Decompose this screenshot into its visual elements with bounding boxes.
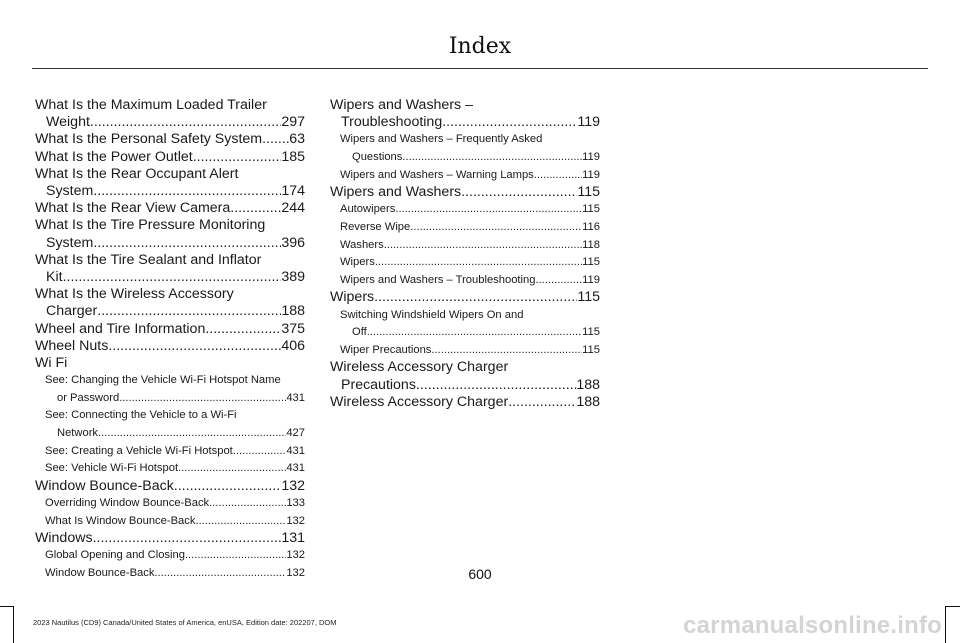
dot-leader xyxy=(410,219,582,237)
index-entry xyxy=(35,97,305,131)
index-entry xyxy=(35,321,305,338)
entry-label: Network xyxy=(57,427,99,440)
edition-footer: 2023 Nautilus (CD9) Canada/United States of America, enUSA, Edition date: 202207, DOM xyxy=(33,618,337,627)
entry-label: Wipers and Washers xyxy=(330,184,462,201)
index-entry xyxy=(35,131,305,148)
entry-leader-line xyxy=(35,321,305,338)
entry-page-number: 188 xyxy=(576,393,600,410)
dot-leader xyxy=(185,547,286,565)
entry-leader-line xyxy=(330,377,600,394)
dot-leader xyxy=(230,200,281,217)
entry-leader-line xyxy=(330,394,600,411)
dot-leader xyxy=(535,272,582,290)
dot-leader xyxy=(93,530,282,547)
entry-label: Charger xyxy=(46,303,98,320)
index-subentry xyxy=(330,131,600,166)
entry-label: What Is the Power Outlet xyxy=(35,148,193,165)
entry-leader-line xyxy=(330,184,600,201)
entry-leader-line xyxy=(35,149,305,166)
index-entry xyxy=(330,394,600,411)
entry-leader-line xyxy=(45,443,305,461)
entry-leader-line xyxy=(35,530,305,547)
entry-label: Wipers xyxy=(330,289,375,306)
entry-text: What Is the Tire Sealant and Inflator xyxy=(35,251,262,268)
page-title: Index xyxy=(448,34,512,59)
dot-leader xyxy=(395,201,582,219)
entry-label: System xyxy=(46,183,94,200)
entry-page-number: 63 xyxy=(289,131,305,148)
entry-leader-line xyxy=(35,183,305,200)
dot-leader xyxy=(431,342,582,360)
entry-page-number: 131 xyxy=(281,530,305,547)
entry-page-number: 132 xyxy=(286,549,305,562)
entry-page-number: 396 xyxy=(281,234,305,251)
entry-page-number: 115 xyxy=(577,289,600,306)
index-subentry xyxy=(35,495,305,513)
index-subentry xyxy=(330,307,600,342)
dot-leader xyxy=(534,167,582,185)
index-entry xyxy=(35,478,305,495)
entry-label: See: Creating a Vehicle Wi-Fi Hotspot xyxy=(45,444,233,457)
entry-text: What Is the Tire Pressure Monitoring xyxy=(35,217,266,234)
index-entry xyxy=(35,252,305,286)
entry-page-number: 115 xyxy=(582,256,600,269)
dot-leader xyxy=(63,269,282,286)
entry-page-number: 174 xyxy=(281,183,305,200)
index-entry xyxy=(35,530,305,547)
entry-page-number: 427 xyxy=(286,427,305,440)
entry-page-number: 115 xyxy=(582,326,600,339)
dot-leader xyxy=(233,443,287,461)
entry-text: See: Connecting the Vehicle to a Wi-Fi xyxy=(45,409,237,422)
entry-label: What Is the Rear View Camera xyxy=(35,200,231,217)
entry-page-number: 188 xyxy=(576,376,600,393)
entry-leader-line xyxy=(340,324,600,342)
entry-label: or Password xyxy=(57,391,120,404)
entry-label: Window Bounce-Back xyxy=(35,477,174,494)
dot-leader xyxy=(416,377,576,394)
entry-label: Overriding Window Bounce-Back xyxy=(45,497,210,510)
index-subentry xyxy=(35,372,305,407)
entry-leader-line xyxy=(340,237,600,255)
entry-page-number: 244 xyxy=(281,200,305,217)
index-entry xyxy=(35,217,305,251)
dot-leader xyxy=(375,254,582,272)
entry-leader-line xyxy=(45,547,305,565)
index-subentry xyxy=(330,254,600,272)
entry-page-number: 389 xyxy=(281,269,305,286)
dot-leader xyxy=(402,149,582,167)
dot-leader xyxy=(119,390,286,408)
entry-label: See: Vehicle Wi-Fi Hotspot xyxy=(45,462,179,475)
entry-page-number: 297 xyxy=(281,114,305,131)
entry-text: Wipers and Washers – xyxy=(330,97,473,113)
index-subentry xyxy=(35,460,305,478)
entry-page-number: 119 xyxy=(582,151,600,163)
dot-leader xyxy=(93,235,281,252)
entry-label: Global Opening and Closing xyxy=(45,549,185,562)
dot-leader xyxy=(195,513,286,531)
index-subentry xyxy=(330,167,600,185)
entry-page-number: 188 xyxy=(281,303,305,320)
index-subentry xyxy=(35,547,305,565)
entry-label: What Is the Personal Safety System xyxy=(35,131,263,148)
entry-text: Switching Windshield Wipers On and xyxy=(340,308,524,321)
entry-page-number: 119 xyxy=(582,273,600,286)
entry-label: Wipers and Washers – Warning Lamps xyxy=(340,168,534,181)
entry-leader-line xyxy=(340,149,600,167)
entry-leader-line xyxy=(45,460,305,478)
entry-leader-line xyxy=(340,342,600,360)
dot-leader xyxy=(193,149,282,166)
entry-label: Wheel and Tire Information xyxy=(35,320,206,337)
dot-leader xyxy=(384,237,582,255)
dot-leader xyxy=(108,338,281,355)
entry-label: Wiper Precautions xyxy=(340,343,432,356)
entry-leader-line xyxy=(35,478,305,495)
entry-leader-line xyxy=(35,114,305,131)
dot-leader xyxy=(178,460,286,478)
index-entry xyxy=(35,355,305,372)
entry-leader-line xyxy=(35,269,305,286)
entry-label: System xyxy=(46,234,94,251)
index-column-right xyxy=(330,97,600,411)
dot-leader xyxy=(442,114,577,131)
index-entry xyxy=(35,200,305,217)
entry-leader-line xyxy=(330,114,600,131)
entry-leader-line xyxy=(340,219,600,237)
entry-label: Wheel Nuts xyxy=(35,337,109,354)
entry-page-number: 431 xyxy=(286,444,305,457)
entry-page-number: 406 xyxy=(281,337,305,354)
index-subentry xyxy=(35,513,305,531)
entry-leader-line xyxy=(340,167,600,185)
dot-leader xyxy=(174,478,282,495)
entry-page-number: 115 xyxy=(577,184,600,201)
entry-label: Windows xyxy=(35,530,93,547)
header-rule xyxy=(32,68,928,69)
index-subentry xyxy=(330,219,600,237)
entry-page-number: 133 xyxy=(286,497,305,510)
entry-leader-line xyxy=(340,254,600,272)
entry-page-number: 132 xyxy=(281,477,305,494)
entry-text: Wi Fi xyxy=(35,355,68,372)
index-entry xyxy=(35,286,305,320)
entry-leader-line xyxy=(45,425,305,443)
dot-leader xyxy=(98,425,286,443)
entry-leader-line xyxy=(45,390,305,408)
entry-page-number: 119 xyxy=(582,168,600,181)
entry-leader-line xyxy=(45,495,305,513)
dot-leader xyxy=(508,394,576,411)
crop-mark-right xyxy=(945,606,946,643)
entry-page-number: 431 xyxy=(286,462,305,475)
entry-leader-line xyxy=(35,235,305,252)
dot-leader xyxy=(262,131,289,148)
entry-label: Precautions xyxy=(341,376,416,393)
entry-leader-line xyxy=(35,338,305,355)
dot-leader xyxy=(205,321,281,338)
entry-page-number: 132 xyxy=(286,514,305,527)
entry-text: What Is the Maximum Loaded Trailer xyxy=(35,97,267,113)
entry-label: Questions xyxy=(352,151,403,163)
entry-page-number: 118 xyxy=(582,238,600,251)
dot-leader xyxy=(461,184,577,201)
index-entry xyxy=(35,338,305,355)
dot-leader xyxy=(367,324,582,342)
index-entry xyxy=(35,149,305,166)
entry-leader-line xyxy=(35,200,305,217)
crop-mark-left xyxy=(13,606,14,643)
index-entry xyxy=(35,166,305,200)
index-subentry xyxy=(35,407,305,442)
entry-leader-line xyxy=(330,289,600,306)
index-subentry xyxy=(35,443,305,461)
dot-leader xyxy=(374,289,577,306)
entry-leader-line xyxy=(35,131,305,148)
entry-text: What Is the Rear Occupant Alert xyxy=(35,165,239,182)
entry-page-number: 185 xyxy=(281,148,305,165)
index-entry xyxy=(330,289,600,306)
entry-label: Reverse Wipe xyxy=(340,220,411,233)
entry-page-number: 119 xyxy=(577,114,600,131)
watermark: carmanualsonline.info xyxy=(683,612,942,639)
entry-label: Weight xyxy=(46,114,90,131)
entry-leader-line xyxy=(340,272,600,290)
entry-label: Wireless Accessory Charger xyxy=(330,393,509,410)
crop-mark-bottom-right xyxy=(945,606,960,607)
index-subentry xyxy=(330,237,600,255)
entry-page-number: 116 xyxy=(582,220,600,233)
entry-label: Wipers xyxy=(340,256,375,269)
entry-text: Wipers and Washers – Frequently Asked xyxy=(340,133,543,146)
entry-label: Kit xyxy=(46,269,63,286)
dot-leader xyxy=(97,303,281,320)
entry-label: Off xyxy=(352,326,367,339)
crop-mark-bottom-left xyxy=(0,606,14,607)
index-entry xyxy=(330,97,600,131)
page-number: 600 xyxy=(468,566,492,582)
entry-leader-line xyxy=(45,513,305,531)
entry-text: Wireless Accessory Charger xyxy=(330,359,509,376)
entry-label: Troubleshooting xyxy=(341,114,443,131)
entry-label: What Is Window Bounce-Back xyxy=(45,514,196,527)
entry-leader-line xyxy=(340,201,600,219)
entry-leader-line xyxy=(35,303,305,320)
index-column-left xyxy=(35,97,305,583)
entry-page-number: 115 xyxy=(582,203,600,216)
index-subentry xyxy=(330,201,600,219)
index-entry xyxy=(330,184,600,201)
entry-page-number: 132 xyxy=(286,567,305,579)
dot-leader xyxy=(209,495,286,513)
entry-page-number: 431 xyxy=(286,391,305,404)
entry-label: Autowipers xyxy=(340,203,396,216)
entry-page-number: 115 xyxy=(582,343,600,356)
dot-leader xyxy=(93,183,281,200)
dot-leader xyxy=(90,114,281,131)
index-entry xyxy=(330,359,600,393)
entry-label: Window Bounce-Back xyxy=(45,567,155,579)
entry-label: Washers xyxy=(340,238,384,251)
index-subentry xyxy=(330,342,600,360)
entry-page-number: 375 xyxy=(281,320,305,337)
index-subentry xyxy=(330,272,600,290)
entry-text: What Is the Wireless Accessory xyxy=(35,286,234,303)
entry-text: See: Changing the Vehicle Wi-Fi Hotspot Name xyxy=(45,374,281,387)
entry-label: Wipers and Washers – Troubleshooting xyxy=(340,273,536,286)
